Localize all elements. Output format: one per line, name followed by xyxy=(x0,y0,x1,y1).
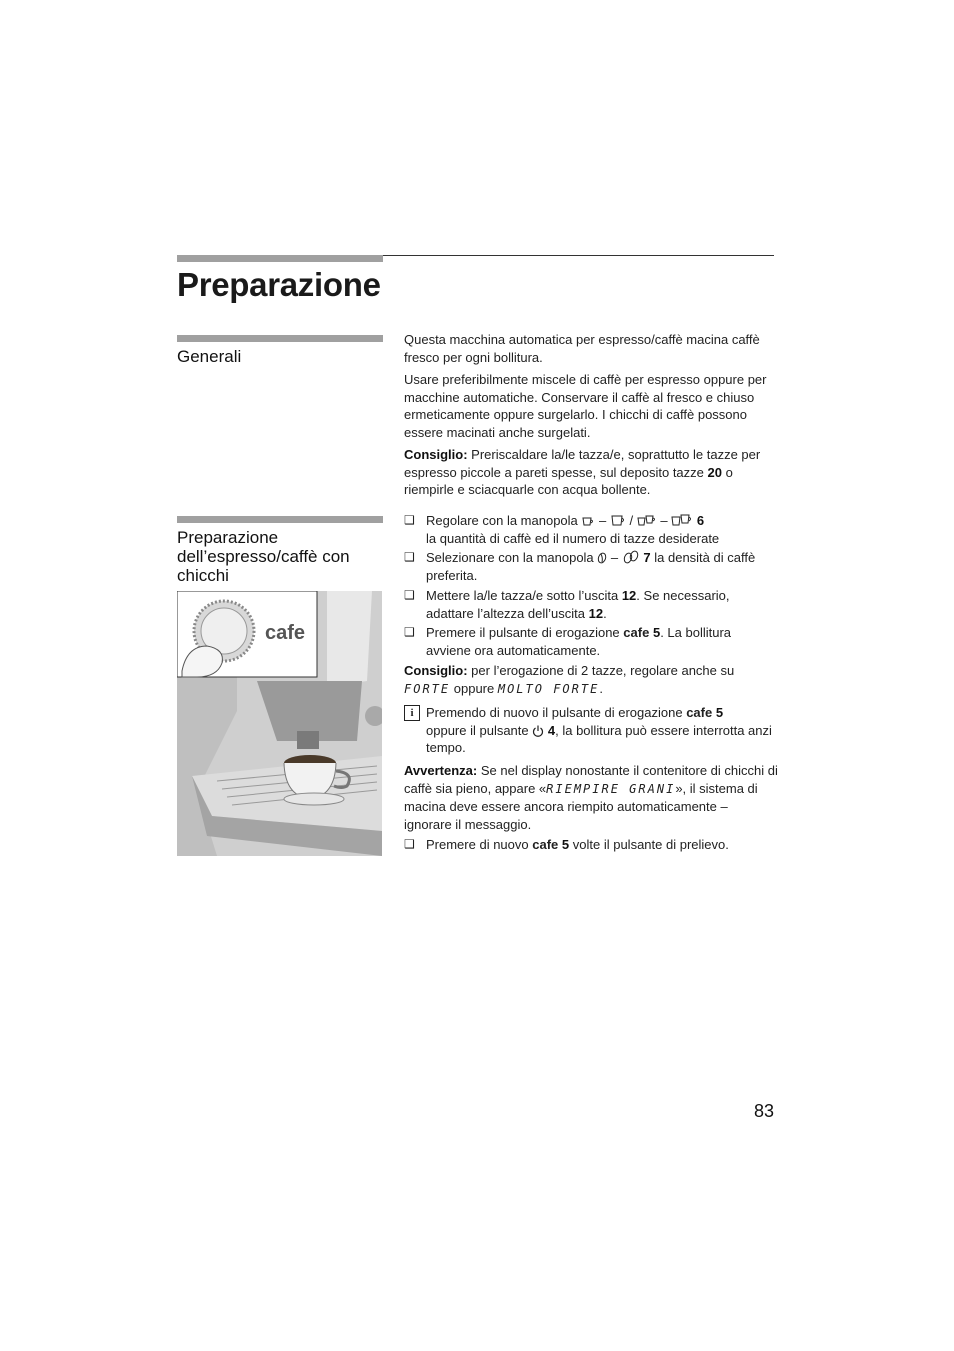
info-text: oppure il pulsante xyxy=(426,722,529,738)
ref-number: 7 xyxy=(643,550,651,565)
ref-number: 6 xyxy=(696,513,705,528)
warning-paragraph xyxy=(404,762,779,833)
ref-number: 5 xyxy=(652,625,661,640)
tip-paragraph xyxy=(404,446,779,499)
warning-label: Avvertenza: xyxy=(404,763,478,778)
tip-label: Consiglio: xyxy=(404,663,468,678)
cup-large-icon xyxy=(610,515,626,527)
two-cups-icon xyxy=(637,515,657,527)
section-rule-preparazione xyxy=(177,516,383,523)
ref-number: 4 xyxy=(547,722,556,738)
paragraph: Questa macchina automatica per espresso/caffè macina caffè fresco per ogni bollitura. xyxy=(404,332,760,365)
step-text: . La bollitura avviene ora automaticamente. xyxy=(426,625,732,658)
two-cups-icon xyxy=(671,514,693,527)
ref-number: 12 xyxy=(588,605,604,621)
machine-illustration xyxy=(177,591,382,856)
list-item: ❑ Regolare con la manopola – / – 6 la quantità di caffè ed il numero di tazze desiderate xyxy=(404,513,720,546)
warning-text: Se nel display nonostante il contenitore di chicchi di caffè sia pieno, appare « xyxy=(404,763,778,796)
step-text: Regolare con la manopola xyxy=(426,513,578,528)
section-rule-generali xyxy=(177,335,383,342)
title-rule-thick xyxy=(177,255,383,262)
info-icon: i xyxy=(404,705,420,721)
step-text: volte il pulsante di prelievo. xyxy=(572,837,729,852)
title-rule-thin xyxy=(383,255,774,256)
ref-number: 20 xyxy=(707,464,722,480)
list-item xyxy=(404,587,779,622)
checkbox-bullet-icon: ❑ xyxy=(404,625,415,639)
warning-text: », il sistema di macina deve essere ancora riempito automaticamente – ignorare il messaggio. xyxy=(404,780,758,832)
info-text: Premendo di nuovo il pulsante di erogazione xyxy=(426,705,683,720)
paragraph: Usare preferibilmente miscele di caffè per espresso oppure per macchine automatiche. Conservare il caffè al fresco e chiuso ermeticamente oppure surgelarlo. I chicchi di caffè possono essere macinati anche surgelati. xyxy=(404,372,767,440)
step-text: Selezionare con la manopola xyxy=(426,550,594,565)
ref-number: 12 xyxy=(621,588,637,603)
tip-text: oppure xyxy=(453,680,495,696)
section-heading-generali: Generali xyxy=(177,347,242,366)
display-text: RIEMPIRE GRANI xyxy=(546,781,676,796)
step-text: Premere il pulsante di erogazione xyxy=(426,625,620,640)
ref-number: 5 xyxy=(715,705,724,720)
tip-text: per l’erogazione di 2 tazze, regolare anche su xyxy=(471,663,735,678)
checkbox-bullet-icon: ❑ xyxy=(404,550,415,564)
tip-text: Preriscaldare la/le tazza/e, soprattutto le tazze per espresso piccole a pareti spesse, sul deposito tazze xyxy=(404,447,761,480)
list-item xyxy=(404,836,779,854)
tip-text: o riempirle e sciacquarle con acqua bollente. xyxy=(404,464,733,497)
tip-label: Consiglio: xyxy=(404,447,468,462)
cup-small-icon xyxy=(581,516,595,527)
display-text: FORTE xyxy=(404,681,451,696)
page-title: Preparazione xyxy=(177,266,381,303)
illustration-cafe-label: cafe xyxy=(265,622,306,644)
tip-paragraph xyxy=(404,662,779,698)
bean-icon xyxy=(597,552,607,564)
cafe-button-label: cafe xyxy=(623,625,650,640)
page-number: 83 xyxy=(754,1101,775,1121)
tip-text: . xyxy=(599,680,603,696)
step-text: Mettere la/le tazza/e sotto l’uscita xyxy=(426,588,619,603)
step-text: la quantità di caffè ed il numero di tazze desiderate xyxy=(426,530,720,546)
display-text: MOLTO FORTE xyxy=(497,681,600,696)
checkbox-bullet-icon: ❑ xyxy=(404,837,415,851)
info-note xyxy=(404,704,779,757)
step-text: . xyxy=(603,605,607,621)
list-item: ❑ Selezionare con la manopola – 7 la densità di caffè preferita. xyxy=(404,550,756,583)
step-text: Premere di nuovo xyxy=(426,837,529,852)
checkbox-bullet-icon: ❑ xyxy=(404,513,415,527)
checkbox-bullet-icon: ❑ xyxy=(404,588,415,602)
cafe-button-label: cafe xyxy=(532,837,559,852)
ref-number: 5 xyxy=(561,837,570,852)
cafe-button-label: cafe xyxy=(686,705,713,720)
step-text: . Se necessario, adattare l’altezza dell’uscita xyxy=(426,588,730,621)
info-text: , la bollitura può essere interrotta anzi tempo. xyxy=(426,722,772,755)
step-text: la densità di caffè preferita. xyxy=(426,550,756,583)
list-item xyxy=(404,624,779,659)
section-heading-preparazione: Preparazione dell’espresso/caffè con chicchi xyxy=(177,528,350,585)
power-icon xyxy=(532,725,544,737)
bean-icon xyxy=(622,550,640,564)
